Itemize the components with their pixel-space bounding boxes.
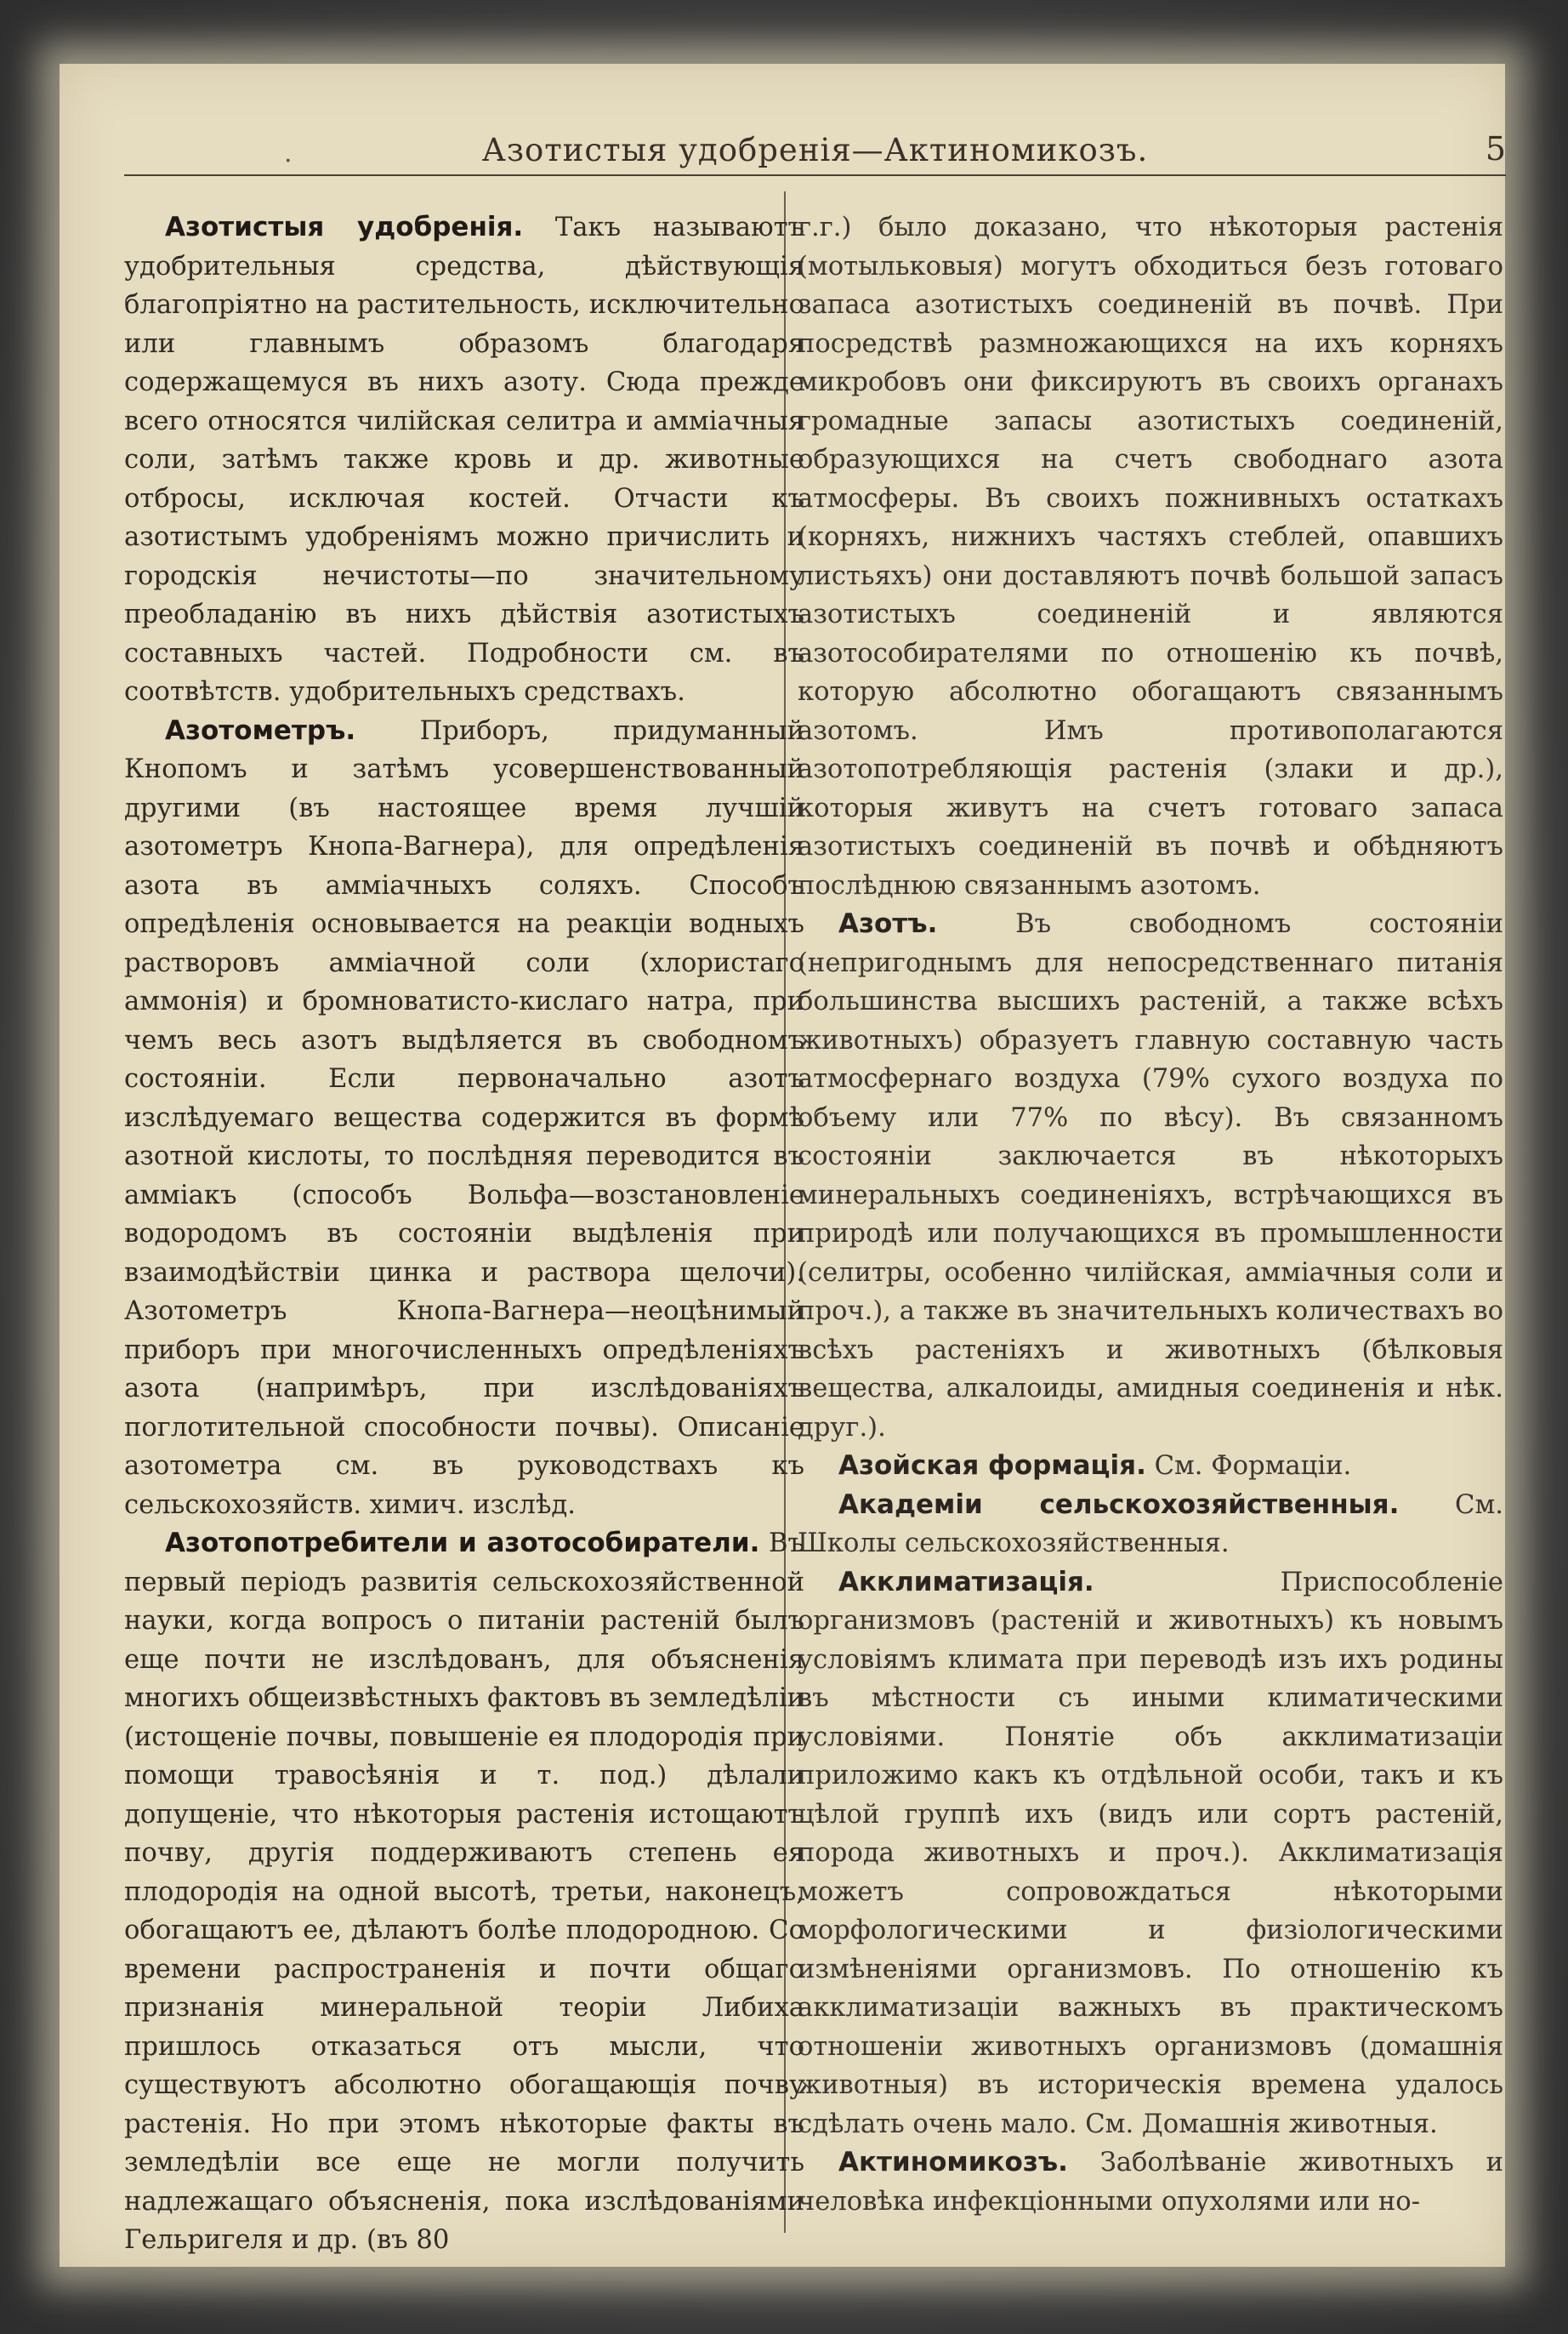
header-title: Азотистыя удобренія—Актиномикозъ. xyxy=(481,132,1149,168)
entry-text: Приборъ, придуманный Кнопомъ и затѣмъ усовершенствованный другими (въ настоящее время лучшій азотометръ Кнопа-Вагнера), для опредѣленія азота въ амміачныхъ соляхъ. Способъ опредѣленія основывается на реакціи водныхъ растворовъ амміачной соли (хлористаго аммонія) и бромноватисто-кислаго натра, при чемъ весь азотъ выдѣляется въ свободномъ состояніи. Если первоначально азотъ изслѣдуемаго вещества содержится въ формѣ азотной кислоты, то послѣдняя переводится въ амміакъ (способъ Вольфа—возстановленіе водородомъ въ состояніи выдѣленія при взаимодѣйствіи цинка и раствора щелочи). Азотометръ Кнопа-Вагнера—неоцѣнимый приборъ при многочисленныхъ опредѣленіяхъ азота (напримѣръ, при изслѣдованіяхъ поглотительной способности почвы). Описаніе азотометра см. въ руководствахъ къ сельскохозяйств. химич. изслѣд. xyxy=(124,715,804,1520)
entry-headword: Акклиматизація. xyxy=(838,1566,1094,1597)
entry-text: г.г.) было доказано, что нѣкоторыя растенія (мотыльковыя) могутъ обходиться безъ готоваго запаса азотистыхъ соединеній въ почвѣ. При посредствѣ размножающихся на ихъ корняхъ микробовъ они фиксируютъ въ своихъ органахъ громадные запасы азотистыхъ соединеній, образующихся на счетъ свободнаго азота атмосферы. Въ своихъ пожнивныхъ остаткахъ (корняхъ, нижнихъ частяхъ стеблей, опавшихъ листьяхъ) они доставляютъ почвѣ большой запасъ азотистыхъ соединеній и являются азотособирателями по отношенію къ почвѣ, которую абсолютно обогащаютъ связаннымъ азотомъ. Имъ противополагаются азотопотребляющія растенія (злаки и др.), которыя живутъ на счетъ готоваго запаса азотистыхъ соединеній въ почвѣ и обѣдняютъ послѣднюю связаннымъ азотомъ. xyxy=(798,213,1503,901)
entry-headword: Азотъ. xyxy=(838,908,938,939)
entry-text: См. Формаціи. xyxy=(1145,1451,1352,1481)
entry-text: Такъ называютъ удобрительныя средства, дѣйствующія благопріятно на растительность, исключительно или главнымъ образомъ благодаря содержащемуся въ нихъ азоту. Сюда прежде всего относятся чилійская селитра и амміачныя соли, затѣмъ также кровь и др. животные отбросы, исключая костей. Отчасти къ азотистымъ удобреніямъ можно причислить и городскія нечистоты—по значительному преобладанію въ нихъ дѣйствія азотистыхъ составныхъ частей. Подробности см. въ соотвѣтств. удобрительныхъ средствахъ. xyxy=(124,213,804,707)
right-column xyxy=(798,208,1503,2221)
header-dot: . xyxy=(284,139,293,168)
entry-headword: Азотометръ. xyxy=(165,714,356,746)
entry-headword: Азойская формація. xyxy=(838,1450,1146,1481)
entry-akademii xyxy=(798,1486,1503,1563)
book-page xyxy=(60,64,1505,2267)
entry-azot xyxy=(798,905,1503,1447)
page-number: 5 xyxy=(1485,130,1506,168)
running-header xyxy=(124,123,1506,176)
entry-azotistyya-udobreniya xyxy=(124,208,804,712)
entry-text: Приспособленіе организмовъ (растеній и животныхъ) къ новымъ условіямъ климата при переводѣ изъ ихъ родины въ мѣстности съ иными климатическими условіями. Понятіе объ акклиматизаціи приложимо какъ къ отдѣльной особи, такъ и къ цѣлой группѣ ихъ (видъ или сортъ растеній, порода животныхъ и проч.). Акклиматизація можетъ сопровождаться нѣкоторыми морфологическими и физіологическими измѣненіями организмовъ. По отношенію къ акклиматизаціи важныхъ въ практическомъ отношеніи животныхъ организмовъ (домашнія животныя) въ историческія времена удалось сдѣлать очень мало. См. Домашнія животныя. xyxy=(798,1567,1503,2139)
left-column xyxy=(124,208,804,2260)
entry-text: См. Школы сельскохозяйственныя. xyxy=(798,1489,1503,1558)
entry-azoyskaya-formatsiya xyxy=(798,1447,1503,1486)
entry-akklimatizatsiya xyxy=(798,1563,1503,2144)
entry-text: Въ первый періодъ развитія сельскохозяйственной науки, когда вопросъ о питаніи растеній былъ еще почти не изслѣдованъ, для объясненія многихъ общеизвѣстныхъ фактовъ въ земледѣліи (истощеніе почвы, повышеніе ея плодородія при помощи травосѣянія и т. под.) дѣлали допущеніе, что нѣкоторыя растенія истощаютъ почву, другія поддерживаютъ степень ея плодородія на одной высотѣ, третьи, наконецъ, обогащаютъ ее, дѣлаютъ болѣе плодородною. Со времени распространенія и почти общаго признанія минеральной теоріи Либиха пришлось отказаться отъ мысли, что существуютъ абсолютно обогащающія почву растенія. Но при этомъ нѣкоторые факты въ земледѣліи все еще не могли получить надлежащаго объясненія, пока изслѣдованіями Гельригеля и др. (въ 80 xyxy=(124,1528,804,2255)
entry-headword: Академіи сельскохозяйственныя. xyxy=(838,1489,1400,1520)
entry-text: Въ свободномъ состояніи (непригоднымъ для непосредственнаго питанія большинства высшихъ растеній, а также всѣхъ животныхъ) образуетъ главную составную часть атмосфернаго воздуха (79% сухого воздуха по объему или 77% по вѣсу). Въ связанномъ состояніи заключается въ нѣкоторыхъ минеральныхъ соединеніяхъ, встрѣчающихся въ природѣ или получающихся въ промышленности (селитры, особенно чилійская, амміачныя соли и проч.), а также въ значительныхъ количествахъ во всѣхъ растеніяхъ и животныхъ (бѣлковыя вещества, алкалоиды, амидныя соединенія и нѣк. друг.). xyxy=(798,909,1503,1443)
entry-aktinomikoz xyxy=(798,2143,1503,2221)
entry-azotopotrebiteli xyxy=(124,1524,804,2260)
entry-text: Заболѣваніе животныхъ и человѣка инфекціонными опухолями или но- xyxy=(798,2148,1503,2217)
entry-azotometr xyxy=(124,712,804,1525)
entry-headword: Азотопотребители и азотособиратели. xyxy=(165,1528,760,1558)
entry-headword: Азотистыя удобренія. xyxy=(165,212,524,242)
entry-continuation xyxy=(798,208,1503,905)
entry-headword: Актиномикозъ. xyxy=(838,2147,1068,2177)
